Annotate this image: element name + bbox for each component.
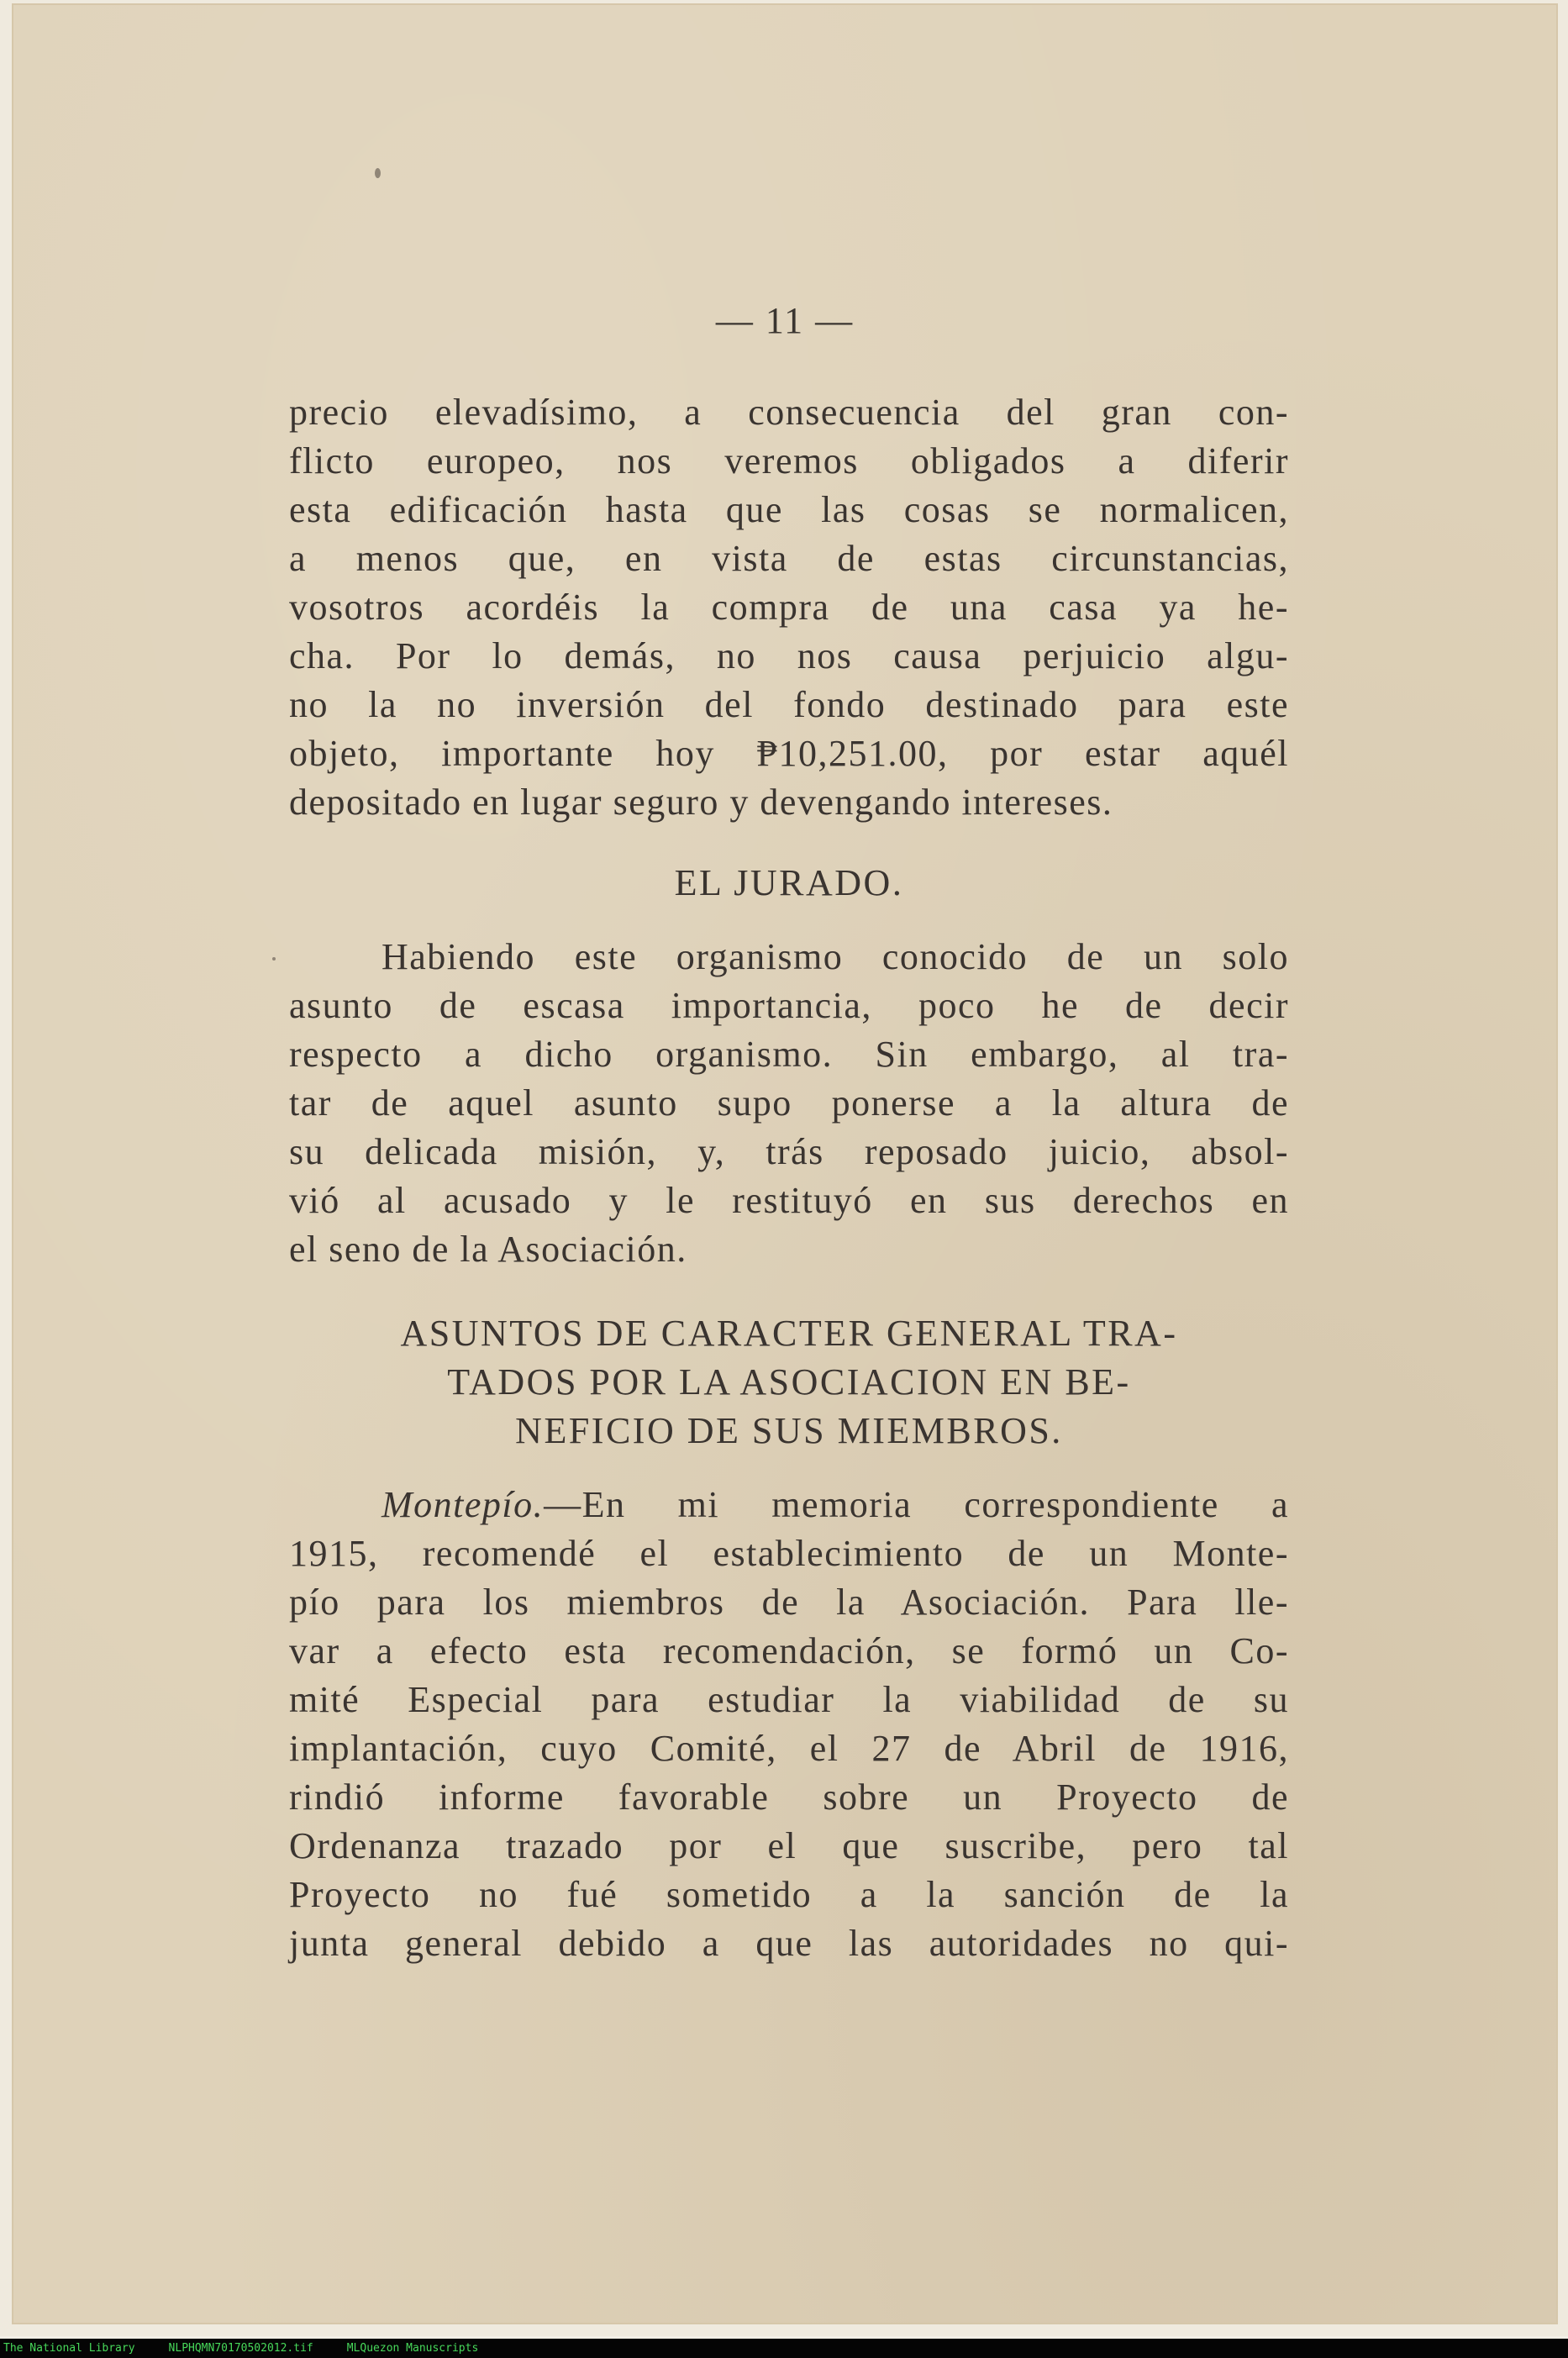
- text-line: var a efecto esta recomendación, se formó un Co-: [289, 1630, 1289, 1671]
- text-line: Ordenanza trazado por el que suscribe, pero tal: [289, 1825, 1289, 1866]
- text-line: objeto, importante hoy ₱10,251.00, por estar aquél: [289, 733, 1289, 774]
- text-line: Habiendo este organismo conocido de un solo: [381, 936, 1289, 977]
- paragraph-fondo: [289, 388, 1289, 827]
- text-line: el seno de la Asociación.: [289, 1229, 687, 1270]
- footer-collection: MLQuezon Manuscripts: [346, 2342, 479, 2355]
- text-line: mité Especial para estudiar la viabilidad de su: [289, 1679, 1289, 1720]
- footer-library: The National Library: [3, 2342, 135, 2355]
- text-line: Proyecto no fué sometido a la sanción de la: [289, 1874, 1289, 1915]
- footer-file-id: NLPHQMN70170502012.tif: [168, 2342, 313, 2355]
- montepio-lead-rest: —En mi memoria correspondiente a: [544, 1484, 1289, 1525]
- text-line: esta edificación hasta que las cosas se normalicen,: [289, 489, 1289, 530]
- montepio-lead: Montepío.: [381, 1484, 545, 1525]
- text-line: no la no inversión del fondo destinado para este: [289, 684, 1289, 725]
- text-line: flicto europeo, nos veremos obligados a diferir: [289, 440, 1289, 482]
- paragraph-jurado: [289, 933, 1289, 1274]
- text-line: implantación, cuyo Comité, el 27 de Abril de 1916,: [289, 1728, 1289, 1769]
- text-line: vió al acusado y le restituyó en sus derechos en: [289, 1180, 1289, 1221]
- text-line: asunto de escasa importancia, poco he de decir: [289, 985, 1289, 1026]
- scan-footer-bar: [0, 2339, 1568, 2358]
- heading-line: TADOS POR LA ASOCIACION EN BE-: [447, 1361, 1131, 1403]
- ink-speck: [272, 957, 276, 961]
- text-line: cha. Por lo demás, no nos causa perjuicio algu-: [289, 635, 1289, 676]
- heading-line: NEFICIO DE SUS MIEMBROS.: [515, 1410, 1063, 1451]
- section-heading-asuntos: [289, 1309, 1289, 1455]
- text-line: junta general debido a que las autoridades no qui-: [289, 1923, 1289, 1964]
- heading-line: EL JURADO.: [674, 862, 904, 903]
- text-line: a menos que, en vista de estas circunstancias,: [289, 538, 1289, 579]
- text-line: rindió informe favorable sobre un Proyecto de: [289, 1776, 1289, 1818]
- text-line: precio elevadísimo, a consecuencia del gran con-: [289, 392, 1289, 433]
- text-line: [289, 1481, 1289, 1529]
- paragraph-montepio: [289, 1481, 1289, 1968]
- document-page: [12, 3, 1558, 2324]
- text-line: depositado en lugar seguro y devengando intereses.: [289, 782, 1113, 823]
- text-line: tar de aquel asunto supo ponerse a la altura de: [289, 1082, 1289, 1124]
- text-line: 1915, recomendé el establecimiento de un Monte-: [289, 1533, 1289, 1574]
- text-line: respecto a dicho organismo. Sin embargo, al tra-: [289, 1034, 1289, 1075]
- heading-line: ASUNTOS DE CARACTER GENERAL TRA-: [400, 1313, 1178, 1354]
- text-line: vosotros acordéis la compra de una casa ya he-: [289, 587, 1289, 628]
- text-line: su delicada misión, y, trás reposado juicio, absol-: [289, 1131, 1289, 1172]
- page-number: — 11 —: [715, 300, 855, 341]
- text-line: pío para los miembros de la Asociación. Para lle-: [289, 1582, 1289, 1623]
- ink-speck: [375, 168, 381, 178]
- section-heading-jurado: [289, 859, 1289, 908]
